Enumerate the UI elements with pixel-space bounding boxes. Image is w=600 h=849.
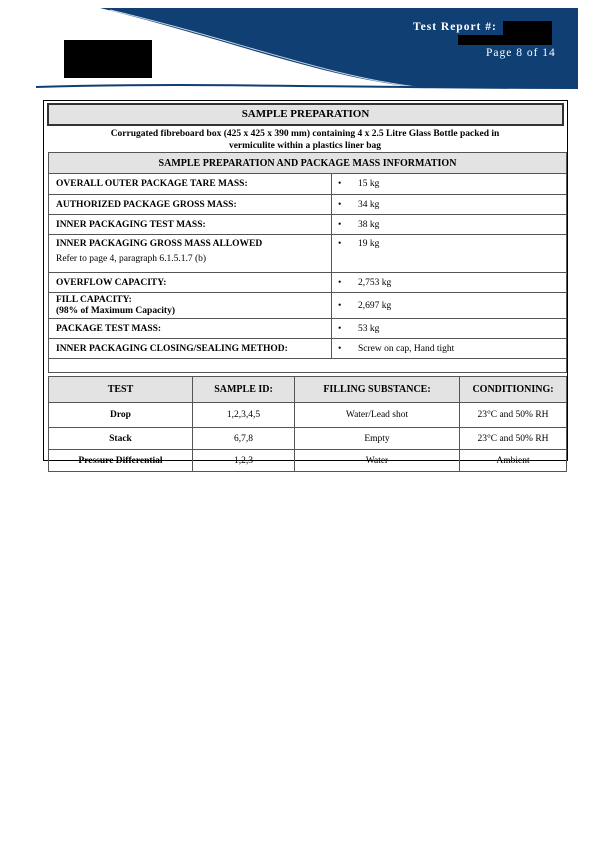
section-title: SAMPLE PREPARATION	[47, 103, 564, 126]
mass-info-table	[48, 152, 567, 373]
label-text: FILL CAPACITY:	[56, 294, 132, 305]
test-row	[49, 450, 567, 472]
redacted-report-number-line2	[458, 35, 552, 45]
col-header-sample-id: SAMPLE ID:	[193, 377, 295, 403]
value-text: 2,753 kg	[358, 277, 392, 288]
row-label: INNER PACKAGING CLOSING/SEALING METHOD:	[49, 339, 332, 359]
filling-substance: Water	[295, 450, 460, 472]
conditioning: Ambient	[460, 450, 567, 472]
test-name: Stack	[49, 428, 193, 450]
row-value: • 15 kg	[332, 174, 567, 195]
row-value: • 2,753 kg	[332, 273, 567, 293]
value-text: 53 kg	[358, 323, 380, 334]
sample-id: 1,2,3,4,5	[193, 403, 295, 428]
redacted-logo	[64, 40, 152, 78]
table-row	[49, 319, 567, 339]
package-description	[60, 128, 550, 152]
report-number-label: Test Report #:	[413, 21, 497, 33]
description-line-2: vermiculite within a plastics liner bag	[228, 141, 382, 151]
page-header	[0, 0, 600, 95]
table-row	[49, 273, 567, 293]
row-value: • 19 kg	[332, 235, 567, 273]
col-header-filling-substance: FILLING SUBSTANCE:	[295, 377, 460, 403]
value-text: 19 kg	[358, 239, 380, 249]
table-spacer-row	[49, 359, 567, 373]
filling-substance: Water/Lead shot	[295, 403, 460, 428]
conditioning: 23°C and 50% RH	[460, 428, 567, 450]
table-row	[49, 174, 567, 195]
description-line-1: Corrugated fibreboard box (425 x 425 x 390 mm) containing 4 x 2.5 Litre Glass Bottle packed in	[110, 129, 500, 139]
test-name: Pressure Differential	[49, 450, 193, 472]
row-value: • 2,697 kg	[332, 293, 567, 319]
value-text: Screw on cap, Hand tight	[358, 343, 455, 354]
page-number: Page 8 of 14	[486, 47, 556, 59]
filling-substance: Empty	[295, 428, 460, 450]
label-text-2: (98% of Maximum Capacity)	[56, 305, 175, 316]
table-row	[49, 235, 567, 273]
row-label: OVERFLOW CAPACITY:	[49, 273, 332, 293]
table-row	[49, 215, 567, 235]
table-row	[49, 293, 567, 319]
row-label	[49, 293, 332, 319]
sample-id: 1,2,3	[193, 450, 295, 472]
conditioning: 23°C and 50% RH	[460, 403, 567, 428]
redacted-report-number	[503, 21, 552, 35]
sample-id: 6,7,8	[193, 428, 295, 450]
row-label: AUTHORIZED PACKAGE GROSS MASS:	[49, 195, 332, 215]
row-value: • 38 kg	[332, 215, 567, 235]
row-label: PACKAGE TEST MASS:	[49, 319, 332, 339]
row-label: INNER PACKAGING TEST MASS:	[49, 215, 332, 235]
spacer-cell	[49, 359, 567, 373]
row-value: • Screw on cap, Hand tight	[332, 339, 567, 359]
value-text: 2,697 kg	[358, 300, 392, 311]
test-row	[49, 403, 567, 428]
value-text: 15 kg	[358, 179, 380, 189]
test-header-row	[49, 377, 567, 403]
row-value: • 53 kg	[332, 319, 567, 339]
row-label	[49, 235, 332, 273]
table-row	[49, 195, 567, 215]
test-row	[49, 428, 567, 450]
label-note: Refer to page 4, paragraph 6.1.5.1.7 (b)	[56, 254, 207, 264]
table-heading: SAMPLE PREPARATION AND PACKAGE MASS INFORMATION	[49, 153, 567, 174]
row-value: • 34 kg	[332, 195, 567, 215]
value-text: 38 kg	[358, 219, 380, 230]
table-row	[49, 339, 567, 359]
test-name: Drop	[49, 403, 193, 428]
col-header-conditioning: CONDITIONING:	[460, 377, 567, 403]
table-header-row	[49, 153, 567, 174]
value-text: 34 kg	[358, 199, 380, 210]
col-header-test: TEST	[49, 377, 193, 403]
label-text: INNER PACKAGING GROSS MASS ALLOWED	[56, 239, 263, 249]
test-table	[48, 376, 567, 472]
row-label: OVERALL OUTER PACKAGE TARE MASS:	[49, 174, 332, 195]
